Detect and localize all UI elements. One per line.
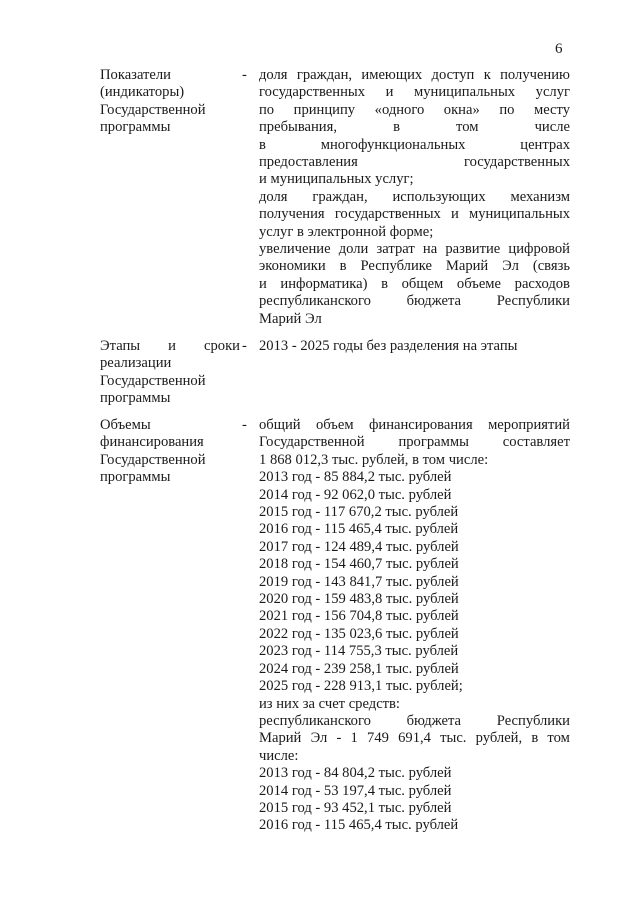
word: в [259,136,266,153]
label-line: программы [100,469,171,486]
value-line: Марий Эл [259,310,322,327]
value-line [259,119,570,136]
value-line [259,206,570,223]
word: многофункциональных [320,136,466,153]
year-amount-line: 2016 год - 115 465,4 тыс. рублей [259,817,459,834]
value-line [259,417,570,434]
word: затрат [376,241,415,258]
value-line [259,434,570,451]
word: принципу [293,101,356,118]
word: (связь [532,258,570,275]
word: развитие [445,241,501,258]
word: составляет [502,434,570,451]
word: и [450,206,459,223]
word: Республики [496,293,570,310]
value-line [259,730,570,747]
word: использующих [392,188,486,205]
word: мероприятий [488,417,570,433]
word: в [393,119,400,136]
label-word: сроки [204,338,240,354]
year-amount-line: 2014 год - 92 062,0 тыс. рублей [259,486,452,503]
value-line [259,137,570,154]
word: по [259,101,275,118]
page-number: 6 [555,41,563,57]
value-line [259,154,570,171]
value-line [259,189,570,206]
word: 1 [350,730,358,747]
label-line: программы [100,390,171,407]
label-line: Объемы [100,417,151,433]
row-dash: - [242,417,247,433]
value-line [259,67,570,84]
word: том [456,119,479,136]
word: том [547,730,570,747]
year-amount-line: 2019 год - 143 841,7 тыс. рублей [259,573,459,590]
value-line: услуг в электронной форме; [259,223,434,240]
label-line: программы [100,119,171,136]
value-line [259,102,570,119]
word: окна» [443,101,480,118]
word: услуг [535,84,570,101]
year-amount-line: 2015 год - 117 670,2 тыс. рублей [259,504,459,521]
word: общий [259,417,301,433]
word: Республики [496,712,570,729]
word: механизм [510,188,570,205]
word: пребывания, [259,119,337,136]
row-dash: - [242,67,247,83]
word: Марий [259,730,302,747]
word: 691,4 [398,730,431,747]
year-amount-line: 2023 год - 114 755,3 тыс. рублей [259,643,459,660]
value-line: 1 868 012,3 тыс. рублей, в том числе: [259,451,489,468]
word: получению [500,67,570,83]
word: государственных [259,84,366,101]
word: государственных [463,154,570,171]
word: объем [315,417,354,433]
word: тыс. [440,730,467,747]
word: Республике [360,258,432,275]
label-word: и [168,338,176,354]
word: расходов [514,275,570,292]
word: получения [259,206,325,223]
word: граждан, [312,188,368,205]
word: доли [338,241,369,258]
label-line: Государственной [100,451,206,468]
word: государственных [334,206,441,223]
year-amount-line: 2014 год - 53 197,4 тыс. рублей [259,782,452,799]
word: и [385,84,394,101]
word: объеме [456,275,502,292]
word: Эл [310,730,328,747]
word: на [422,241,438,258]
word: «одного [374,101,425,118]
word: имеющих [361,67,423,83]
word: граждан, [296,67,353,83]
year-amount-line: 2013 год - 85 884,2 тыс. рублей [259,469,452,486]
row-label-indicators [100,67,240,137]
word: увеличение [259,241,331,258]
value-line: и муниципальных услуг; [259,171,414,188]
word: экономики [259,258,326,275]
word: в [339,258,347,275]
row-value-funding [259,417,570,835]
word: Государственной [259,434,365,451]
row-label-stages [100,338,240,408]
word: - [336,730,342,747]
value-line [259,713,570,730]
year-amount-line: 2022 год - 135 023,6 тыс. рублей [259,625,459,642]
row-dash: - [242,338,247,354]
label-line: финансирования [100,434,204,451]
word: муниципальных [414,84,516,101]
label-word: Этапы [100,338,141,354]
word: бюджета [406,712,462,729]
word: республиканского [259,712,371,729]
word: в [381,275,389,292]
word: предоставления [259,154,358,171]
word: цифровой [508,241,570,258]
year-amount-line: 2021 год - 156 704,8 тыс. рублей [259,608,459,625]
row-label-funding [100,417,240,487]
word: Марий [445,258,489,275]
year-amount-line: 2018 год - 154 460,7 тыс. рублей [259,556,459,573]
value-line [259,241,570,258]
word: общем [401,275,444,292]
word: по [499,101,515,118]
value-line: 2013 - 2025 годы без разделения на этапы [259,338,518,354]
word: программы [398,434,469,451]
value-line: числе: [259,747,299,764]
word: финансирования [368,417,473,433]
year-amount-line: 2016 год - 115 465,4 тыс. рублей [259,521,459,538]
label-line: Государственной [100,372,206,389]
label-line-justified [100,338,240,355]
label-line: Государственной [100,101,206,118]
year-amount-line: 2025 год - 228 913,1 тыс. рублей; [259,678,463,695]
year-amount-line: 2020 год - 159 483,8 тыс. рублей [259,591,459,608]
year-amount-line: 2013 год - 84 804,2 тыс. рублей [259,765,452,782]
word: 749 [367,730,389,747]
word: центрах [520,136,570,153]
word: муниципальных [468,206,570,223]
word: месту [533,101,570,118]
row-value-indicators [259,67,570,328]
label-line: реализации [100,355,172,372]
year-amount-line: 2024 год - 239 258,1 тыс. рублей [259,660,459,677]
word: Эл [502,258,519,275]
word: доля [259,67,288,83]
word: бюджета [406,293,462,310]
value-line [259,258,570,275]
value-line: из них за счет средств: [259,695,400,712]
year-amount-line: 2017 год - 124 489,4 тыс. рублей [259,538,459,555]
value-line [259,276,570,293]
word: рублей, [475,730,523,747]
word: информатика) [280,275,368,292]
word: доступ [431,67,475,83]
year-amount-line: 2015 год - 93 452,1 тыс. рублей [259,799,452,816]
row-value-stages [259,338,570,355]
word: республиканского [259,293,371,310]
label-line: (индикаторы) [100,84,185,101]
value-line [259,293,570,310]
value-line [259,84,570,101]
word: и [259,275,267,292]
word: числе [534,119,570,136]
word: к [483,67,491,83]
label-line: Показатели [100,67,171,83]
word: в [531,730,539,747]
word: доля [259,188,288,205]
